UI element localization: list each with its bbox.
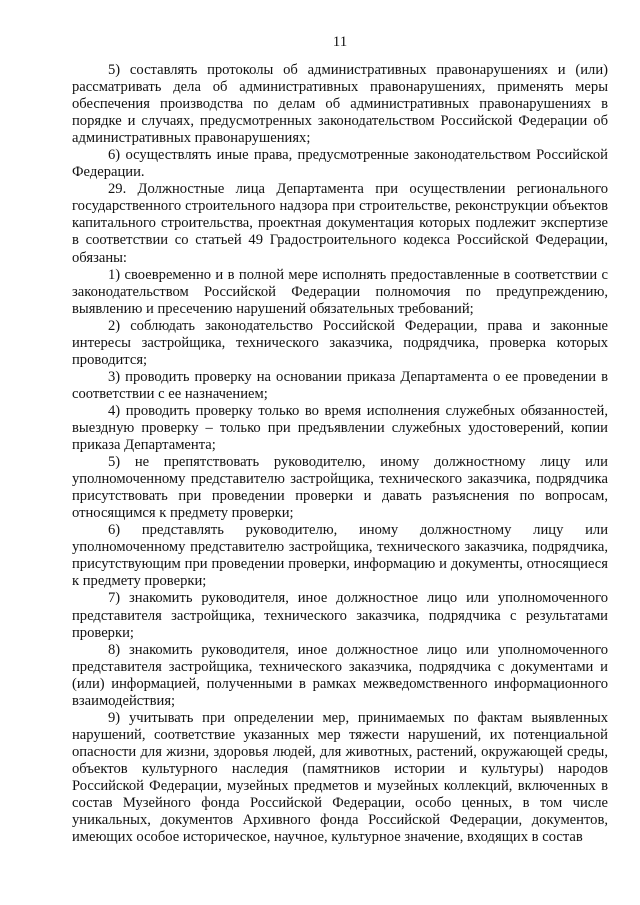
paragraph-duty-3: 3) проводить проверку на основании приказа Департамента о ее проведении в соответствии с ее назначением; (72, 368, 608, 402)
paragraph-duty-8: 8) знакомить руководителя, иное должностное лицо или уполномоченного представителя застройщика, технического заказчика, подрядчика с документами и (или) информацией, полученными в рамках межведомственного информационного взаимодействия; (72, 641, 608, 709)
paragraph-item-6-other-rights: 6) осуществлять иные права, предусмотренные законодательством Российской Федерации. (72, 147, 608, 181)
paragraph-duty-1: 1) своевременно и в полной мере исполнять предоставленные в соответствии с законодательством Российской Федерации полномочия по предупреждению, выявлению и пресечению нарушений обязательных требований; (72, 266, 608, 317)
paragraph-duty-2: 2) соблюдать законодательство Российской Федерации, права и законные интересы застройщика, технического заказчика, подрядчика, проверка которых проводится; (72, 317, 608, 368)
page-number: 11 (332, 34, 348, 50)
paragraph-duty-5: 5) не препятствовать руководителю, иному должностному лицу или уполномоченному представителю застройщика, технического заказчика, подрядчика присутствовать при проведении проверки и давать разъяснения по вопросам, относящимся к предмету проверки; (72, 454, 608, 522)
paragraph-duty-6: 6) представлять руководителю, иному должностному лицу или уполномоченному представителю застройщика, технического заказчика, подрядчика, присутствующим при проведении проверки, информацию и документы, относящиеся к предмету проверки; (72, 522, 608, 590)
document-page (72, 34, 608, 846)
paragraph-duty-7: 7) знакомить руководителя, иное должностное лицо или уполномоченного представителя застройщика, технического заказчика, подрядчика с результатами проверки; (72, 590, 608, 641)
paragraph-article-29: 29. Должностные лица Департамента при осуществлении регионального государственного строительного надзора при строительстве, реконструкции объектов капитального строительства, проектная документация которых подлежит экспертизе в соответствии со статьей 49 Градостроительного кодекса Российской Федерации, обязаны: (72, 181, 608, 266)
paragraph-item-5-protocols: 5) составлять протоколы об административных правонарушениях и (или) рассматривать дела об административных правонарушениях, применять меры обеспечения производства по делам об административных правонарушениях в порядке и случаях, предусмотренных законодательством Российской Федерации об административных правонарушениях; (72, 62, 608, 147)
paragraph-duty-4: 4) проводить проверку только во время исполнения служебных обязанностей, выездную проверку – только при предъявлении служебных удостоверений, копии приказа Департамента; (72, 402, 608, 454)
paragraph-duty-9: 9) учитывать при определении мер, принимаемых по фактам выявленных нарушений, соответствие указанных мер тяжести нарушений, их потенциальной опасности для жизни, здоровья людей, для животных, растений, окружающей среды, объектов культурного наследия (памятников истории и культуры) народов Российской Федерации, музейных предметов и музейных коллекций, включенных в состав Музейного фонда Российской Федерации, особо ценных, в том числе уникальных, документов Архивного фонда Российской Федерации, документов, имеющих особое историческое, научное, культурное значение, входящих в состав (72, 709, 608, 846)
